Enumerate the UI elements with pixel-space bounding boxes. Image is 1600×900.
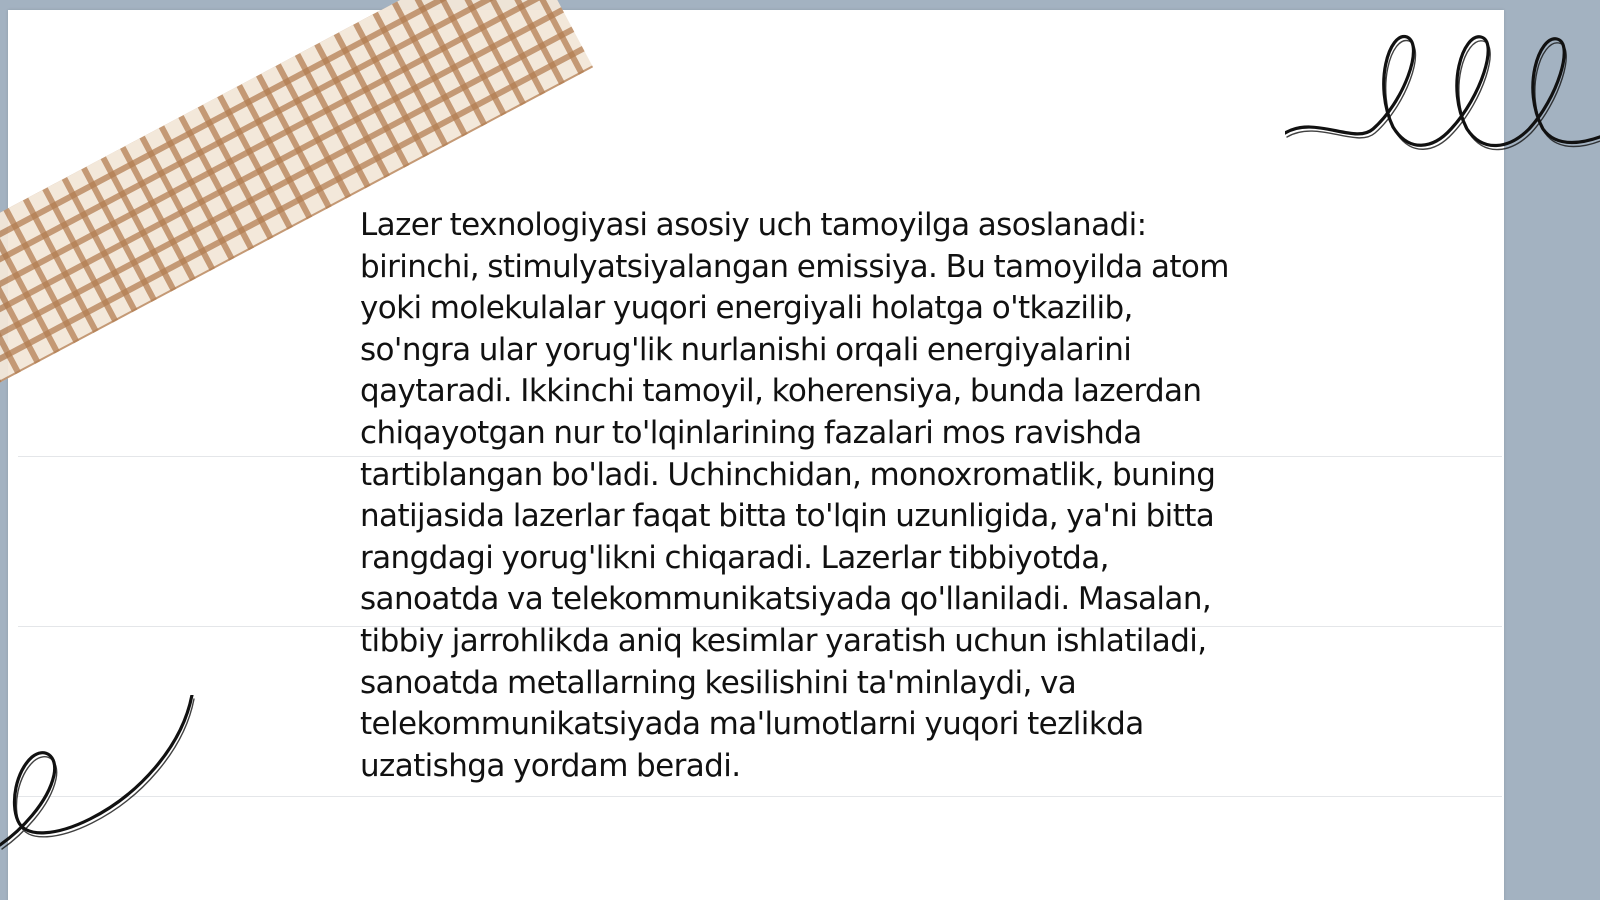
loop-scribble-icon xyxy=(0,695,200,855)
body-paragraph: Lazer texnologiyasi asosiy uch tamoyilga asoslanadi: birinchi, stimulyatsiyalangan emissiya. Bu tamoyilda atom yoki molekulalar yuqori energiyali holatga o'tkazilib, so'ngra ular yorug'lik nurlanishi orqali energiyalarini qaytaradi. Ikkinchi tamoyil, koherensiya, bunda lazerdan chiqayotgan nur to'lqinlarining fazalari mos ravishda tartiblangan bo'ladi. Uchinchidan, monoxromatlik, buning natijasida lazerlar faqat bitta to'lqin uzunligida, ya'ni bitta rangdagi yorug'likni chiqaradi. Lazerlar tibbiyotda, sanoatda va telekommunikatsiyada qo'llaniladi. Masalan, tibbiy jarrohlikda aniq kesimlar yaratish uchun ishlatiladi, sanoatda metallarning kesilishini ta'minlaydi, va telekommunikatsiyada ma'lumotlarni yuqori tezlikda uzatishga yordam beradi. xyxy=(360,207,1229,784)
paper-rule-line xyxy=(18,796,1502,797)
loop-scribble-icon xyxy=(1285,25,1600,170)
